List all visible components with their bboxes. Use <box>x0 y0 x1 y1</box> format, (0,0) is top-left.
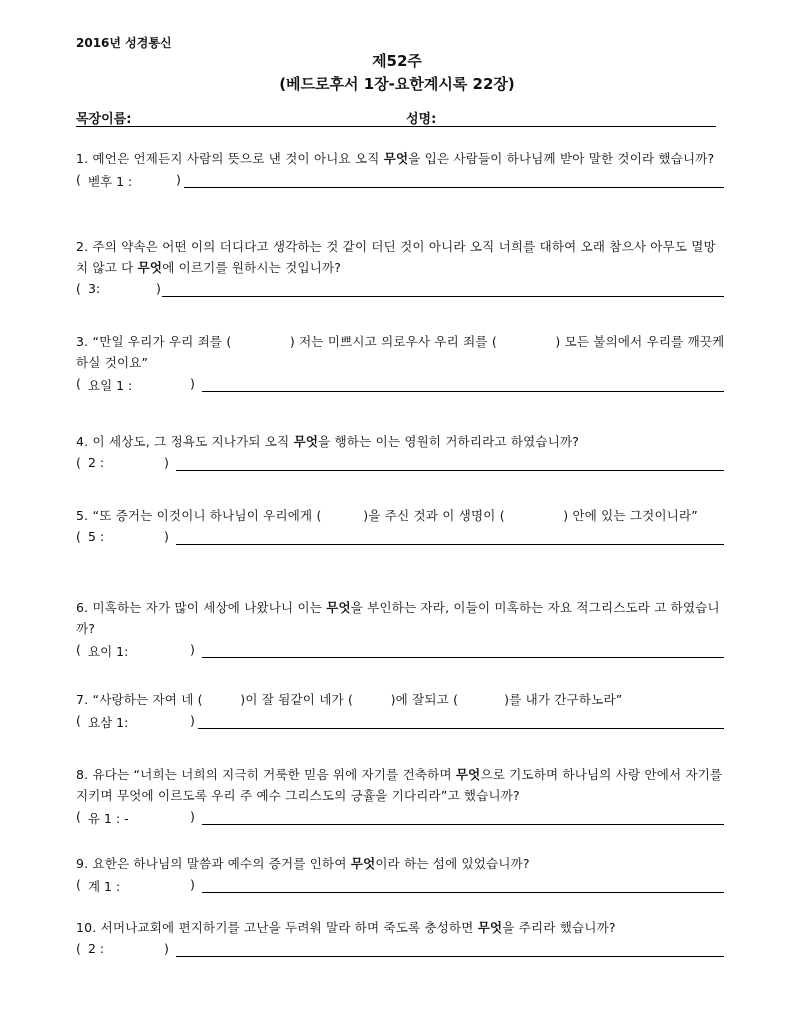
answer-line[interactable]: ( 2 : ) <box>76 939 726 959</box>
name-line <box>76 108 716 127</box>
question-7 <box>76 689 726 731</box>
question-keyword: 무엇 <box>455 767 481 782</box>
reference-label: 요삼 1: <box>88 715 129 730</box>
answer-line[interactable]: ( 2 : ) <box>76 453 726 473</box>
answer-line[interactable]: ( 3: ) <box>76 279 726 299</box>
answer-line[interactable]: ( 유 1 : - ) <box>76 807 726 827</box>
question-text: 6. 미혹하는 자가 많이 세상에 나왔나니 이는 무엇을 부인하는 자라, 이들이 미혹하는 자요 적그리스도라 고 하였습니까? <box>76 600 720 636</box>
week-title: 제52주 <box>372 52 422 70</box>
answer-line[interactable]: ( 요삼 1: ) <box>76 711 726 731</box>
question-keyword: 무엇 <box>477 920 503 935</box>
question-text: 4. 이 세상도, 그 정욕도 지나가되 오직 무엇을 행하는 이는 영원히 거하리라고 하였습니까? <box>76 434 580 449</box>
reference-label: 5 : <box>88 529 105 544</box>
reference-label: 요이 1: <box>88 644 129 659</box>
reference-label: 2 : <box>88 455 105 470</box>
answer-line[interactable]: ( 요일 1 : ) <box>76 374 726 394</box>
question-keyword: 무엇 <box>383 151 409 166</box>
group-name-label: 목장이름: <box>76 112 132 127</box>
scripture-range: (베드로후서 1장-요한계시록 22장) <box>279 75 515 93</box>
question-text: 8. 유다는 “너희는 너희의 지극히 거룩한 믿음 위에 자기를 건축하며 무엇으로 기도하며 하나님의 사랑 안에서 자기를 지키며 무엇에 이르도록 우리 주 예수 그리스도의 긍휼을 기다리라”고 했습니까? <box>76 767 727 803</box>
question-5 <box>76 505 726 547</box>
question-9 <box>76 853 726 895</box>
question-text: 9. 요한은 하나님의 말씀과 예수의 증거를 인하여 무엇이라 하는 섬에 있었습니까? <box>76 856 530 871</box>
reference-label: 2 : <box>88 941 105 956</box>
answer-line[interactable]: ( 계 1 : ) <box>76 875 726 895</box>
question-text: 1. 예언은 언제든지 사람의 뜻으로 낸 것이 아니요 오직 무엇을 입은 사람들이 하나님께 받아 말한 것이라 했습니까? <box>76 151 715 166</box>
question-6 <box>76 597 726 660</box>
answer-line[interactable]: ( 5 : ) <box>76 527 726 547</box>
question-keyword: 무엇 <box>137 260 163 275</box>
question-text: 3. “만일 우리가 우리 죄를 ( ) 저는 미쁘시고 의로우사 우리 죄를 ( ) 모든 불의에서 우리를 깨끗케 하실 것이요” <box>76 334 729 370</box>
member-name-label: 성명: <box>406 112 437 127</box>
question-text: 5. “또 증거는 이것이니 하나님이 우리에게 ( )을 주신 것과 이 생명이 ( ) 안에 있는 그것이니라” <box>76 508 698 523</box>
question-keyword: 무엇 <box>326 600 351 615</box>
answer-line[interactable]: ( 벧후 1 : ) <box>76 170 726 190</box>
question-3 <box>76 331 729 394</box>
answer-line[interactable]: ( 요이 1: ) <box>76 640 726 660</box>
question-text: 2. 주의 약속은 어떤 이의 더디다고 생각하는 것 같이 더딘 것이 아니라 오직 너희를 대하여 오래 참으사 아무도 멸망치 않고 다 무엇에 이르기를 원하시는 것입니까? <box>76 239 716 275</box>
reference-label: 요일 1 : <box>88 378 133 393</box>
question-keyword: 무엇 <box>293 434 319 449</box>
reference-label: 계 1 : <box>88 879 121 894</box>
question-text: 7. “사랑하는 자여 네 ( )이 잘 됨같이 네가 ( )에 잘되고 ( )를 내가 간구하노라” <box>76 692 623 707</box>
question-keyword: 무엇 <box>350 856 376 871</box>
reference-label: 벧후 1 : <box>88 174 133 189</box>
question-text: 10. 서머나교회에 편지하기를 고난을 두려워 말라 하며 죽도록 충성하면 무엇을 주리라 했습니까? <box>76 920 616 935</box>
question-2 <box>76 236 726 299</box>
document-tag: 2016년 성경통신 <box>76 36 172 50</box>
reference-label: 유 1 : - <box>88 811 129 826</box>
question-4 <box>76 431 726 473</box>
question-1 <box>76 148 726 190</box>
question-10 <box>76 917 726 959</box>
question-8 <box>76 764 726 827</box>
reference-label: 3: <box>88 281 101 296</box>
